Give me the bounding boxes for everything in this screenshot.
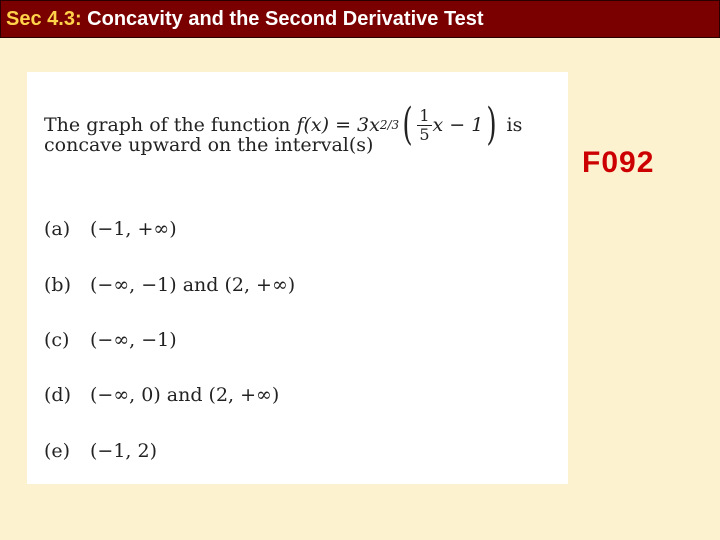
choice-label: (b) — [44, 274, 71, 296]
section-number: Sec 4.3: — [6, 8, 82, 30]
question-is: is — [506, 114, 523, 136]
left-paren: ( — [402, 99, 413, 150]
function-exponent: 2/3 — [379, 118, 400, 132]
choice-text: (−∞, −1) — [90, 329, 177, 351]
question-panel — [27, 72, 568, 484]
choice-label: (d) — [44, 384, 71, 406]
choice-text: (−∞, 0) and (2, +∞) — [90, 384, 280, 406]
fraction — [417, 107, 431, 144]
fraction-numerator: 1 — [419, 105, 430, 125]
choice-label: (e) — [44, 440, 71, 462]
choice-e[interactable] — [44, 440, 157, 462]
choice-label: (a) — [44, 218, 71, 240]
choice-text: (−1, 2) — [90, 440, 158, 462]
choice-text: (−1, +∞) — [90, 218, 177, 240]
choice-c[interactable] — [44, 329, 177, 351]
function-rest: x − 1 — [432, 114, 484, 136]
question-lead: The graph of the function — [44, 114, 291, 136]
choice-b[interactable] — [44, 274, 295, 296]
choice-label: (c) — [44, 329, 70, 351]
choice-d[interactable] — [44, 384, 279, 406]
page-title: Concavity and the Second Derivative Test — [87, 8, 484, 30]
title-bar — [0, 0, 720, 38]
question-line-2: concave upward on the interval(s) — [44, 134, 374, 156]
choice-text: (−∞, −1) and (2, +∞) — [90, 274, 296, 296]
fraction-denominator: 5 — [419, 124, 430, 144]
right-paren: ) — [486, 99, 498, 150]
slide-code: F092 — [582, 146, 655, 179]
choice-a[interactable] — [44, 218, 177, 240]
function-lhs: f(x) = 3x — [296, 114, 380, 136]
